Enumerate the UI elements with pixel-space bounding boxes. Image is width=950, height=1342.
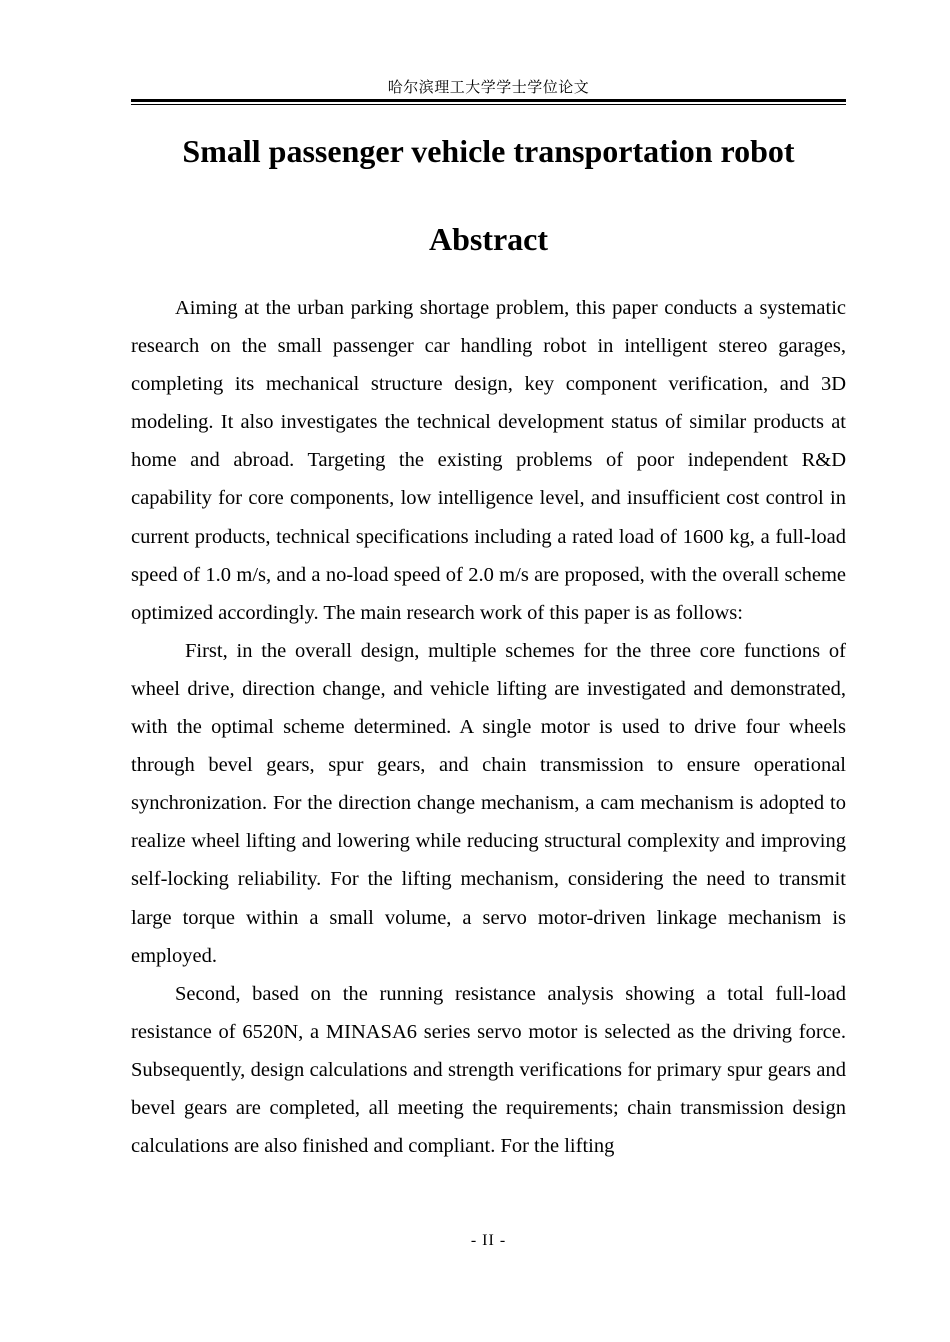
running-header: 哈尔滨理工大学学士学位论文 <box>387 80 590 96</box>
section-heading: Abstract <box>428 221 549 257</box>
abstract-body <box>131 289 846 1165</box>
abstract-paragraph-1: Aiming at the urban parking shortage problem, this paper conducts a systematic research on the small passenger car handling robot in intelligent stereo garages, completing its mechanical structure design, key component verification, and 3D modeling. It also investigates the technical development status of similar products at home and abroad. Targeting the existing problems of poor independent R&D capability for core components, low intelligence level, and insufficient cost control in current products, technical specifications including a rated load of 1600 kg, a full-load speed of 1.0 m/s, and a no-load speed of 2.0 m/s are proposed, with the overall scheme optimized accordingly. The main research work of this paper is as follows: <box>131 297 846 624</box>
header-rule <box>131 99 846 105</box>
document-title: Small passenger vehicle transportation robot <box>182 133 795 169</box>
page-number: - II - <box>470 1232 507 1249</box>
abstract-paragraph-3: Second, based on the running resistance analysis showing a total full-load resistance of 6520N, a MINASA6 series servo motor is selected as the driving force. Subsequently, design calculations and strength verifications for primary spur gears and bevel gears are completed, all meeting the requirements; chain transmission design calculations are also finished and compliant. For the lifting <box>131 982 846 1158</box>
abstract-paragraph-2: First, in the overall design, multiple schemes for the three core functions of wheel drive, direction change, and vehicle lifting are investigated and demonstrated, with the optimal scheme determined. A single motor is used to drive four wheels through bevel gears, spur gears, and chain transmission to ensure operational synchronization. For the direction change mechanism, a cam mechanism is adopted to realize wheel lifting and lowering while reducing structural complexity and improving self-locking reliability. For the lifting mechanism, considering the need to transmit large torque within a small volume, a servo motor-driven linkage mechanism is employed. <box>131 639 846 967</box>
